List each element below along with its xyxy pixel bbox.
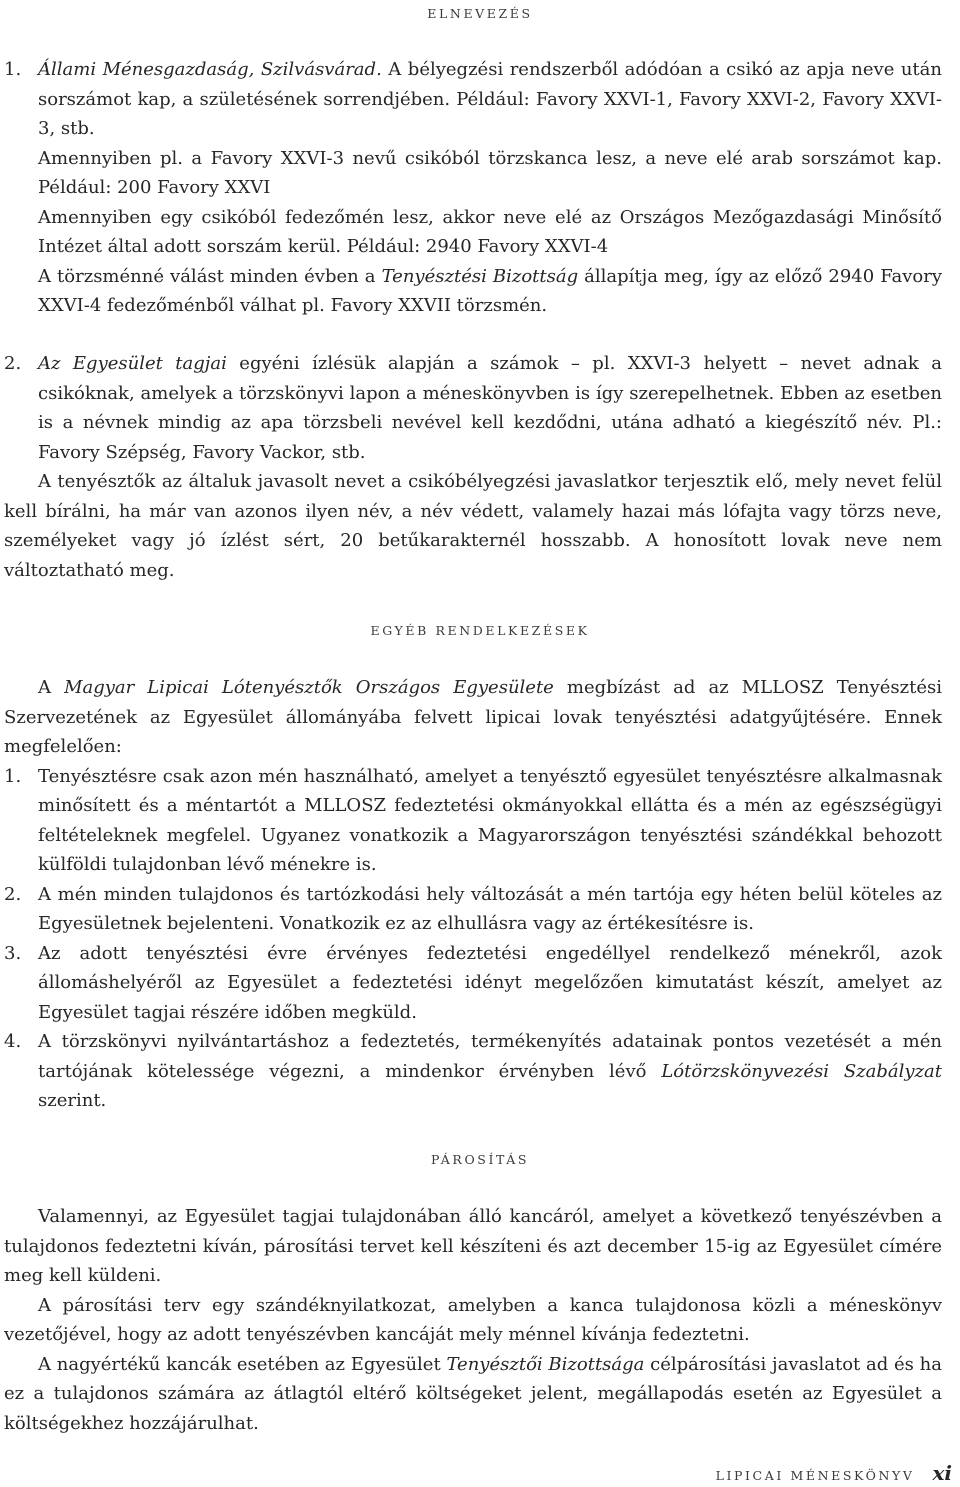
item-emphasis: Állami Ménesgazdaság, Szilvásvárad.	[38, 59, 382, 80]
naming-item-2	[4, 349, 942, 467]
item-number: 3.	[4, 942, 22, 964]
text-run: A	[38, 677, 65, 698]
item-text: A bélyegzési rendszerből adódóan a csikó az apja neve után sorszámot kap, a születésének sorrendjében. Például: Favory XXVI-1, Favory XXVI-2, Favory XXVI-3, stb.	[38, 59, 942, 139]
naming-item-1-paragraph-4	[4, 262, 942, 321]
pairing-paragraph-1: Valamennyi, az Egyesület tagjai tulajdonában álló kancáról, amelyet a következő tenyészévben a tulajdonos fedeztetni kíván, párosítási tervet kell készíteni és azt december 15-ig az Egyesület címére meg kell küldeni.	[4, 1206, 942, 1286]
pairing-section	[4, 1202, 942, 1438]
item-text: egyéni ízlésük alapján a számok – pl. XXVI-3 helyett – nevet adnak a csikóknak, amelyek a törzskönyvi lapon a méneskönyvben is így szerepelhetnek. Ebben az esetben is a névnek mindig az apa törzsbeli nevével kell kezdődni, utána adható a kiegészítő név. Pl.: Favory Szépség, Favory Vackor, stb.	[38, 353, 942, 463]
item-number: 2.	[4, 353, 22, 374]
header-title: ELNEVEZÉS	[427, 6, 533, 21]
footer-title: LIPICAI MÉNESKÖNYV	[715, 1468, 915, 1483]
naming-item-1	[4, 55, 942, 144]
item-text: Tenyésztésre csak azon mén használható, amelyet a tenyésztő egyesület tenyésztésre alkalmasnak minősített és a méntartót a MLLOSZ fedeztetési okmányokkal ellátta és a mén az egészségügyi feltételeknek megfelel. Ugyanez vonatkozik a Magyarországon tenyésztési szándékkal behozott külföldi tulajdonban lévő ménekre is.	[38, 765, 942, 875]
other-intro	[4, 673, 942, 762]
other-item-4	[4, 1027, 942, 1116]
text-emphasis: Tenyésztői Bizottsága	[446, 1353, 645, 1375]
item-text: Az adott tenyésztési évre érvényes fedeztetési engedéllyel rendelkező ménekről, azok állomáshelyéről az Egyesület a fedeztetési idényt megelőzően kimutatást készít, amelyet az Egyesület tagjai részére időben megküld.	[38, 942, 942, 1023]
item-number: 1.	[4, 765, 22, 787]
text-emphasis: Tenyésztési Bizottság	[381, 265, 579, 287]
text-run: megbízást ad az MLLOSZ Tenyésztési Szervezetének az Egyesület állományába felvett lipicai lovak tenyésztési adatgyűjtésére. Ennek megfelelően:	[4, 677, 942, 757]
other-section	[4, 673, 942, 1116]
text-emphasis: Lótörzskönyvezési Szabályzat	[661, 1060, 942, 1082]
page-number: xi	[932, 1461, 952, 1485]
text-run: állapítja meg, így az előző 2940 Favory XXVI-4 fedezőménből válhat pl. Favory XXVII törzsmén.	[38, 265, 942, 316]
text-run: A törzsménné válást minden évben a	[38, 265, 382, 287]
item-text: A mén minden tulajdonos és tartózkodási hely változását a mén tartója egy héten belül köteles az Egyesületnek bejelenteni. Vonatkozik ez az elhullásra vagy az értékesítésre is.	[38, 883, 942, 934]
item-number: 2.	[4, 883, 22, 905]
item-text: szerint.	[38, 1090, 107, 1111]
text-run: A nagyértékű kancák esetében az Egyesület	[38, 1353, 447, 1375]
page-footer	[716, 1463, 952, 1486]
section-title-other: EGYÉB RENDELKEZÉSEK	[370, 623, 590, 638]
naming-paragraph: A tenyésztők az általuk javasolt nevet a csikóbélyegzési javaslatkor terjesztik elő, mely nevet felül kell bírálni, ha már van azonos ilyen név, a név védett, valamely hazai más lófajta vagy törzs neve, személyeket vagy jó ízlést sért, 20 betűkarakternél hosszabb. A honosított lovak neve nem változtatható meg.	[4, 471, 942, 581]
naming-item-1-paragraph-2: Amennyiben pl. a Favory XXVI-3 nevű csikóból törzskanca lesz, a neve elé arab sorszámot kap. Például: 200 Favory XXVI	[38, 147, 942, 198]
item-text: A törzskönyvi nyilvántartáshoz a fedeztetés, termékenyítés adatainak pontos vezetését a mén tartójának kötelessége végezni, a mindenkor érvényben lévő	[38, 1031, 942, 1082]
naming-section	[4, 55, 942, 321]
item-number: 1.	[4, 59, 22, 80]
pairing-paragraph-2: A párosítási terv egy szándéknyilatkozat, amelyben a kanca tulajdonosa közli a méneskönyv vezetőjével, hogy az adott tenyészévben kancáját mely ménnel kívánja fedeztetni.	[4, 1294, 942, 1345]
text-run: célpárosítási javaslatot ad és ha ez a tulajdonos számára az átlagtól eltérő költségeket jelent, megállapodás esetén az Egyesület a költségekhez hozzájárulhat.	[4, 1353, 942, 1434]
naming-section-2	[4, 349, 942, 585]
other-item-1	[4, 762, 942, 880]
naming-item-1-paragraph-3: Amennyiben egy csikóból fedezőmén lesz, akkor neve elé az Országos Mezőgazdasági Minősítő Intézet által adott sorszám kerül. Például: 2940 Favory XXVI-4	[38, 206, 942, 257]
text-emphasis: Magyar Lipicai Lótenyésztők Országos Egyesülete	[64, 677, 554, 698]
item-emphasis: Az Egyesület tagjai	[38, 353, 227, 374]
section-title-pairing: PÁROSÍTÁS	[430, 1152, 530, 1167]
other-item-2	[4, 880, 942, 939]
pairing-paragraph-3	[4, 1350, 942, 1439]
item-number: 4.	[4, 1031, 22, 1052]
other-item-3	[4, 939, 942, 1028]
